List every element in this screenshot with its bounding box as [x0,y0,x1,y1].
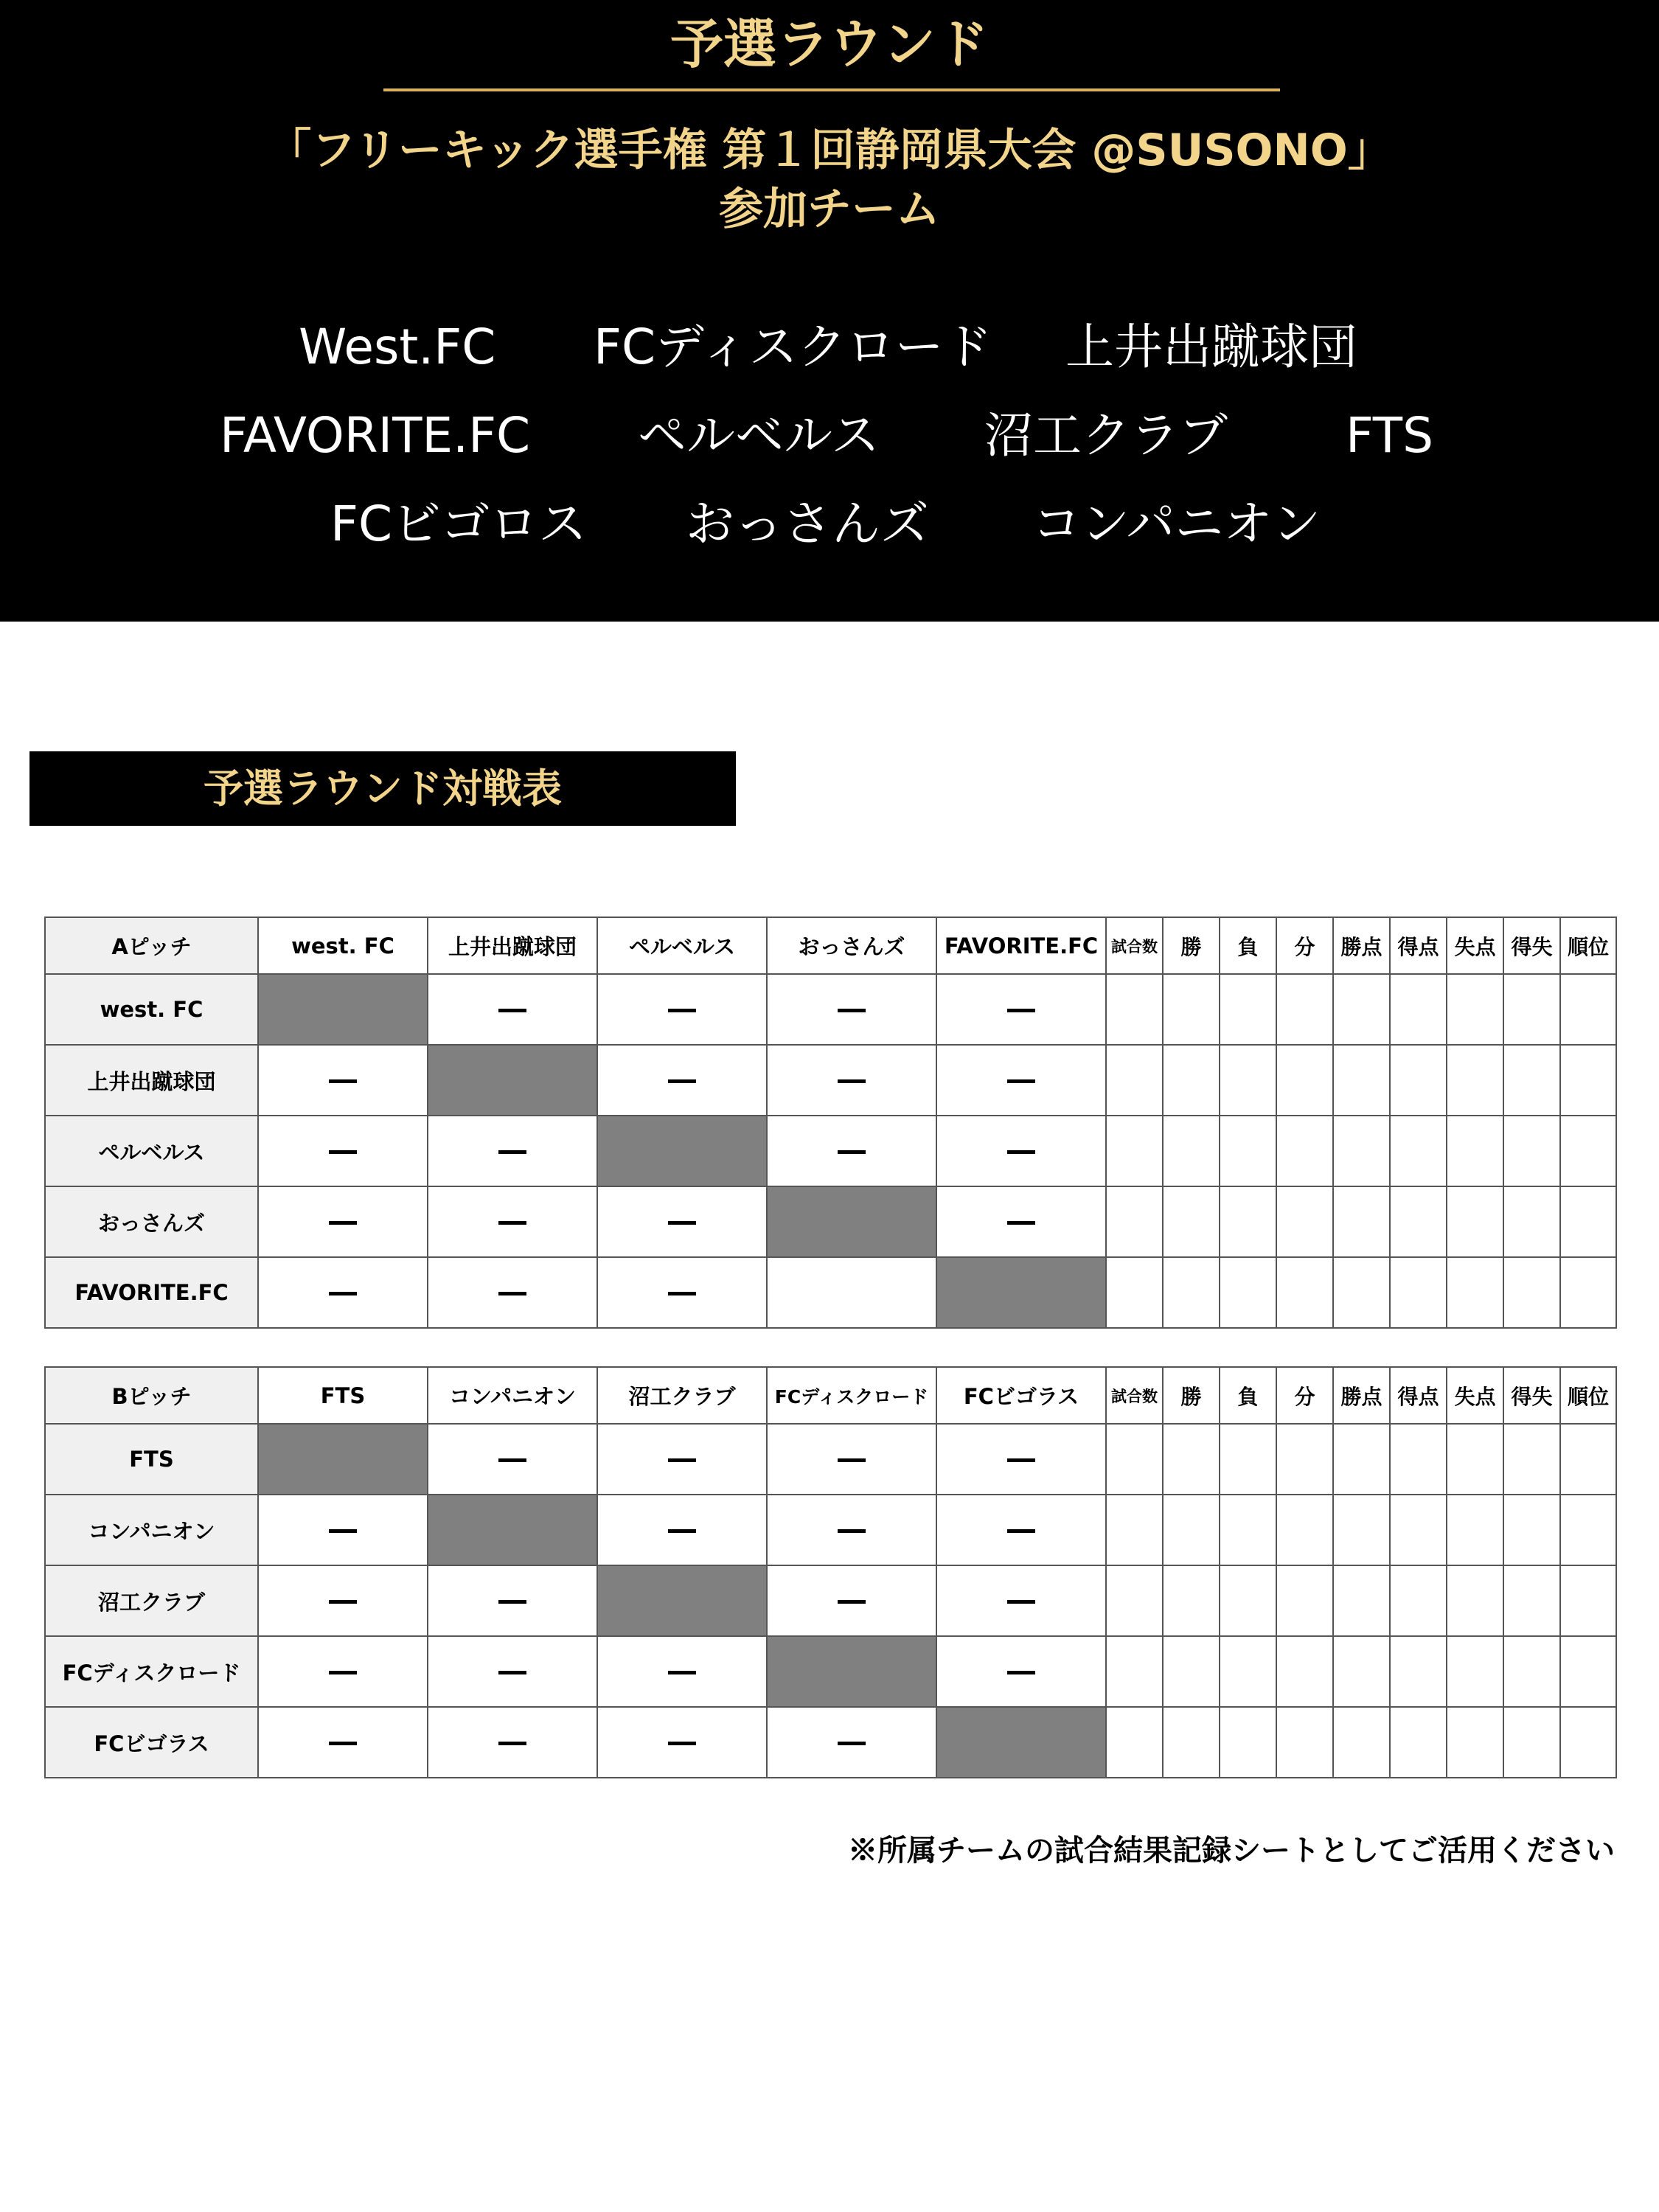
pitch-label: Bピッチ [45,1367,258,1424]
self-match-cell [767,1636,936,1707]
match-result-cell[interactable] [767,1495,936,1565]
stat-header-matches: 試合数 [1106,917,1163,974]
stat-cell[interactable] [1333,1495,1390,1565]
dash-mark [838,1079,866,1083]
dash-mark [329,1600,357,1604]
opponent-header: ペルベルス [597,917,767,974]
row-team-name: FCディスクロード [45,1636,258,1707]
stat-cell[interactable] [1503,1707,1560,1778]
stat-cell[interactable] [1163,1116,1220,1186]
match-result-cell[interactable] [428,1424,597,1495]
stat-cell[interactable] [1390,1565,1447,1636]
opponent-header: FTS [258,1367,428,1424]
stat-cell[interactable] [1390,1424,1447,1495]
match-result-cell[interactable] [767,1424,936,1495]
stat-cell[interactable] [1276,1257,1333,1328]
stat-cell[interactable] [1560,1257,1616,1328]
row-team-name: コンパニオン [45,1495,258,1565]
pitch-b-body [45,1424,1616,1778]
participants-heading: 参加チーム [719,184,940,235]
dash-mark [498,1742,526,1745]
match-result-cell[interactable] [936,1636,1106,1707]
dash-mark [668,1221,696,1225]
table-row [45,1257,1616,1328]
stat-cell[interactable] [1560,1565,1616,1636]
match-result-cell[interactable] [428,1116,597,1186]
stat-header-wins: 勝 [1163,917,1220,974]
team-name: ペルベルス [638,407,880,464]
dash-mark [1007,1600,1035,1604]
self-match-cell [597,1565,767,1636]
stat-cell[interactable] [1390,1045,1447,1116]
match-result-cell[interactable] [258,1565,428,1636]
team-row-2 [0,395,1659,476]
stat-cell[interactable] [1560,1636,1616,1707]
stat-header-goals-against: 失点 [1447,1367,1503,1424]
row-team-name: FAVORITE.FC [45,1257,258,1328]
stat-cell[interactable] [1447,1116,1503,1186]
stat-cell[interactable] [1163,1495,1220,1565]
match-result-cell[interactable] [597,1707,767,1778]
stat-cell[interactable] [1333,1116,1390,1186]
match-result-cell[interactable] [258,1257,428,1328]
match-result-cell[interactable] [428,1565,597,1636]
stat-cell[interactable] [1390,1116,1447,1186]
match-result-cell[interactable] [936,974,1106,1045]
page-title: 予選ラウンド [669,13,989,75]
dash-mark [838,1150,866,1154]
stat-cell[interactable] [1447,1424,1503,1495]
stat-header-losses: 負 [1220,917,1276,974]
table-row [45,1116,1616,1186]
opponent-header: 沼工クラブ [597,1367,767,1424]
opponent-header: おっさんズ [767,917,936,974]
stat-cell[interactable] [1503,974,1560,1045]
stat-cell[interactable] [1560,974,1616,1045]
match-result-cell[interactable] [597,1045,767,1116]
table-row [45,1636,1616,1707]
pitch-b-table [44,1366,1617,1778]
match-result-cell[interactable] [767,1116,936,1186]
stat-cell[interactable] [1220,1045,1276,1116]
stat-cell[interactable] [1503,1424,1560,1495]
table-row [45,1424,1616,1495]
match-result-cell[interactable] [597,1424,767,1495]
stat-cell[interactable] [1220,1495,1276,1565]
stat-cell[interactable] [1560,1045,1616,1116]
stat-cell[interactable] [1106,1424,1163,1495]
stat-header-goal-diff: 得失 [1503,917,1560,974]
stat-header-goals-for: 得点 [1390,917,1447,974]
dash-mark [329,1221,357,1225]
stat-cell[interactable] [1106,974,1163,1045]
table-row [45,1495,1616,1565]
dash-mark [329,1742,357,1745]
stat-cell[interactable] [1333,1424,1390,1495]
stat-cell[interactable] [1447,974,1503,1045]
match-result-cell[interactable] [597,974,767,1045]
stat-cell[interactable] [1447,1495,1503,1565]
row-team-name: FCビゴラス [45,1707,258,1778]
opponent-header: FAVORITE.FC [936,917,1106,974]
stat-cell[interactable] [1276,1116,1333,1186]
team-name: 沼工クラブ [984,407,1228,464]
dash-mark [498,1458,526,1462]
dash-mark [668,1079,696,1083]
stat-cell[interactable] [1220,1565,1276,1636]
stat-cell[interactable] [1220,1257,1276,1328]
team-name: FCディスクロード [594,319,992,375]
dash-mark [498,1221,526,1225]
stat-cell[interactable] [1106,1186,1163,1257]
stat-cell[interactable] [1560,1707,1616,1778]
row-team-name: 上井出蹴球団 [45,1045,258,1116]
dash-mark [498,1150,526,1154]
stat-header-goal-diff: 得失 [1503,1367,1560,1424]
stat-cell[interactable] [1390,1707,1447,1778]
stat-header-draws: 分 [1276,917,1333,974]
dash-mark [668,1292,696,1295]
self-match-cell [258,974,428,1045]
stat-cell[interactable] [1163,1257,1220,1328]
self-match-cell [428,1495,597,1565]
dash-mark [498,1600,526,1604]
team-name: FCビゴロス [330,495,588,552]
dash-mark [329,1671,357,1674]
match-result-cell[interactable] [936,1424,1106,1495]
stat-cell[interactable] [1333,1707,1390,1778]
stat-cell[interactable] [1220,974,1276,1045]
stat-header-matches: 試合数 [1106,1367,1163,1424]
team-name: おっさんズ [686,495,929,552]
dash-mark [1007,1529,1035,1533]
stat-cell[interactable] [1390,1636,1447,1707]
dash-mark [668,1671,696,1674]
section-title: 予選ラウンド対戦表 [204,765,562,812]
stat-header-rank: 順位 [1560,1367,1616,1424]
match-result-cell[interactable] [767,1565,936,1636]
stat-cell[interactable] [1560,1116,1616,1186]
dash-mark [1007,1150,1035,1154]
match-result-cell[interactable] [767,1707,936,1778]
stat-cell[interactable] [1220,1707,1276,1778]
stat-cell[interactable] [1163,1707,1220,1778]
self-match-cell [767,1186,936,1257]
stat-cell[interactable] [1333,1045,1390,1116]
match-result-cell[interactable] [597,1636,767,1707]
match-result-cell[interactable] [597,1495,767,1565]
row-team-name: FTS [45,1424,258,1495]
stat-cell[interactable] [1503,1565,1560,1636]
match-result-cell[interactable] [767,1257,936,1328]
dash-mark [329,1150,357,1154]
match-result-cell[interactable] [258,1636,428,1707]
dash-mark [329,1292,357,1295]
team-name: FTS [1346,407,1434,464]
stat-cell[interactable] [1503,1495,1560,1565]
stat-cell[interactable] [1503,1116,1560,1186]
dash-mark [329,1079,357,1083]
match-result-cell[interactable] [258,1186,428,1257]
stat-cell[interactable] [1447,1045,1503,1116]
stat-cell[interactable] [1163,1186,1220,1257]
dash-mark [668,1742,696,1745]
match-result-cell[interactable] [936,1495,1106,1565]
table-row [45,974,1616,1045]
stat-cell[interactable] [1106,1565,1163,1636]
match-result-cell[interactable] [597,1257,767,1328]
stat-cell[interactable] [1163,1424,1220,1495]
stat-cell[interactable] [1106,1707,1163,1778]
stat-header-goals-for: 得点 [1390,1367,1447,1424]
opponent-header: コンパニオン [428,1367,597,1424]
stat-cell[interactable] [1447,1636,1503,1707]
tournament-name: 「フリーキック選手権 第１回静岡県大会 @SUSONO」 [267,125,1392,176]
stat-cell[interactable] [1390,974,1447,1045]
stat-cell[interactable] [1333,1257,1390,1328]
match-result-cell[interactable] [428,1636,597,1707]
stat-cell[interactable] [1560,1186,1616,1257]
self-match-cell [936,1257,1106,1328]
team-name: コンパニオン [1032,495,1321,552]
match-result-cell[interactable] [428,1186,597,1257]
match-result-cell[interactable] [936,1186,1106,1257]
team-name: West.FC [299,319,496,375]
stat-cell[interactable] [1220,1424,1276,1495]
stat-cell[interactable] [1106,1045,1163,1116]
dash-mark [1007,1221,1035,1225]
dash-mark [498,1009,526,1012]
stat-cell[interactable] [1276,1186,1333,1257]
stat-cell[interactable] [1276,1707,1333,1778]
match-result-cell[interactable] [767,1045,936,1116]
dash-mark [838,1529,866,1533]
stat-cell[interactable] [1163,1045,1220,1116]
stat-cell[interactable] [1447,1565,1503,1636]
team-row-3 [0,484,1659,565]
stat-header-losses: 負 [1220,1367,1276,1424]
stat-cell[interactable] [1276,1565,1333,1636]
team-row-1 [0,307,1659,388]
table-row [45,1565,1616,1636]
dash-mark [668,1009,696,1012]
stat-cell[interactable] [1106,1636,1163,1707]
dash-mark [838,1600,866,1604]
dash-mark [668,1458,696,1462]
stat-cell[interactable] [1106,1495,1163,1565]
stat-cell[interactable] [1106,1257,1163,1328]
match-result-cell[interactable] [936,1116,1106,1186]
stat-cell[interactable] [1276,1495,1333,1565]
stat-cell[interactable] [1390,1186,1447,1257]
dash-mark [1007,1009,1035,1012]
title-underline [383,88,1280,91]
team-name: FAVORITE.FC [220,407,531,464]
self-match-cell [428,1045,597,1116]
match-result-cell[interactable] [258,1045,428,1116]
stat-header-goals-against: 失点 [1447,917,1503,974]
stat-cell[interactable] [1163,974,1220,1045]
table-row [45,1045,1616,1116]
stat-cell[interactable] [1560,1495,1616,1565]
stat-cell[interactable] [1276,1424,1333,1495]
team-name: 上井出蹴球団 [1065,319,1357,375]
opponent-header: FCビゴラス [936,1367,1106,1424]
stat-cell[interactable] [1333,1636,1390,1707]
dash-mark [838,1742,866,1745]
dash-mark [668,1529,696,1533]
dash-mark [838,1458,866,1462]
stat-cell[interactable] [1333,1565,1390,1636]
match-result-cell[interactable] [428,1257,597,1328]
stat-header-rank: 順位 [1560,917,1616,974]
match-result-cell[interactable] [428,1707,597,1778]
opponent-header: FCディスクロード [767,1367,936,1424]
stat-cell[interactable] [1220,1636,1276,1707]
pitch-a-table [44,917,1617,1329]
row-team-name: 沼工クラブ [45,1565,258,1636]
stat-cell[interactable] [1220,1116,1276,1186]
row-team-name: west. FC [45,974,258,1045]
stat-cell[interactable] [1390,1257,1447,1328]
dash-mark [1007,1671,1035,1674]
stat-cell[interactable] [1163,1636,1220,1707]
stat-header-draws: 分 [1276,1367,1333,1424]
stat-cell[interactable] [1106,1116,1163,1186]
match-result-cell[interactable] [258,1707,428,1778]
pitch-label: Aピッチ [45,917,258,974]
stat-cell[interactable] [1276,1045,1333,1116]
match-result-cell[interactable] [428,974,597,1045]
opponent-header: 上井出蹴球団 [428,917,597,974]
dash-mark [498,1292,526,1295]
section-header [29,751,736,826]
footer-note: ※所属チームの試合結果記録シートとしてご活用ください [848,1833,1615,1868]
stat-cell[interactable] [1503,1257,1560,1328]
match-result-cell[interactable] [258,1116,428,1186]
dash-mark [498,1671,526,1674]
stat-header-wins: 勝 [1163,1367,1220,1424]
stat-cell[interactable] [1276,974,1333,1045]
self-match-cell [597,1116,767,1186]
stat-cell[interactable] [1333,974,1390,1045]
stat-cell[interactable] [1220,1186,1276,1257]
stat-cell[interactable] [1503,1186,1560,1257]
stat-cell[interactable] [1560,1424,1616,1495]
self-match-cell [936,1707,1106,1778]
dash-mark [1007,1079,1035,1083]
table-row [45,1186,1616,1257]
stat-cell[interactable] [1163,1565,1220,1636]
row-team-name: ペルベルス [45,1116,258,1186]
row-team-name: おっさんズ [45,1186,258,1257]
stat-cell[interactable] [1276,1636,1333,1707]
stat-cell[interactable] [1447,1707,1503,1778]
dash-mark [1007,1458,1035,1462]
stat-cell[interactable] [1333,1186,1390,1257]
stat-cell[interactable] [1390,1495,1447,1565]
stat-cell[interactable] [1503,1045,1560,1116]
table-row [45,1707,1616,1778]
dash-mark [329,1529,357,1533]
match-result-cell[interactable] [258,1495,428,1565]
stat-header-points: 勝点 [1333,917,1390,974]
stat-cell[interactable] [1503,1636,1560,1707]
dash-mark [838,1009,866,1012]
opponent-header: west. FC [258,917,428,974]
stat-cell[interactable] [1447,1186,1503,1257]
match-result-cell[interactable] [936,1045,1106,1116]
hero-banner [0,0,1659,622]
stat-cell[interactable] [1447,1257,1503,1328]
stat-header-points: 勝点 [1333,1367,1390,1424]
match-result-cell[interactable] [767,974,936,1045]
match-result-cell[interactable] [597,1186,767,1257]
pitch-a-body [45,974,1616,1328]
match-result-cell[interactable] [936,1565,1106,1636]
self-match-cell [258,1424,428,1495]
